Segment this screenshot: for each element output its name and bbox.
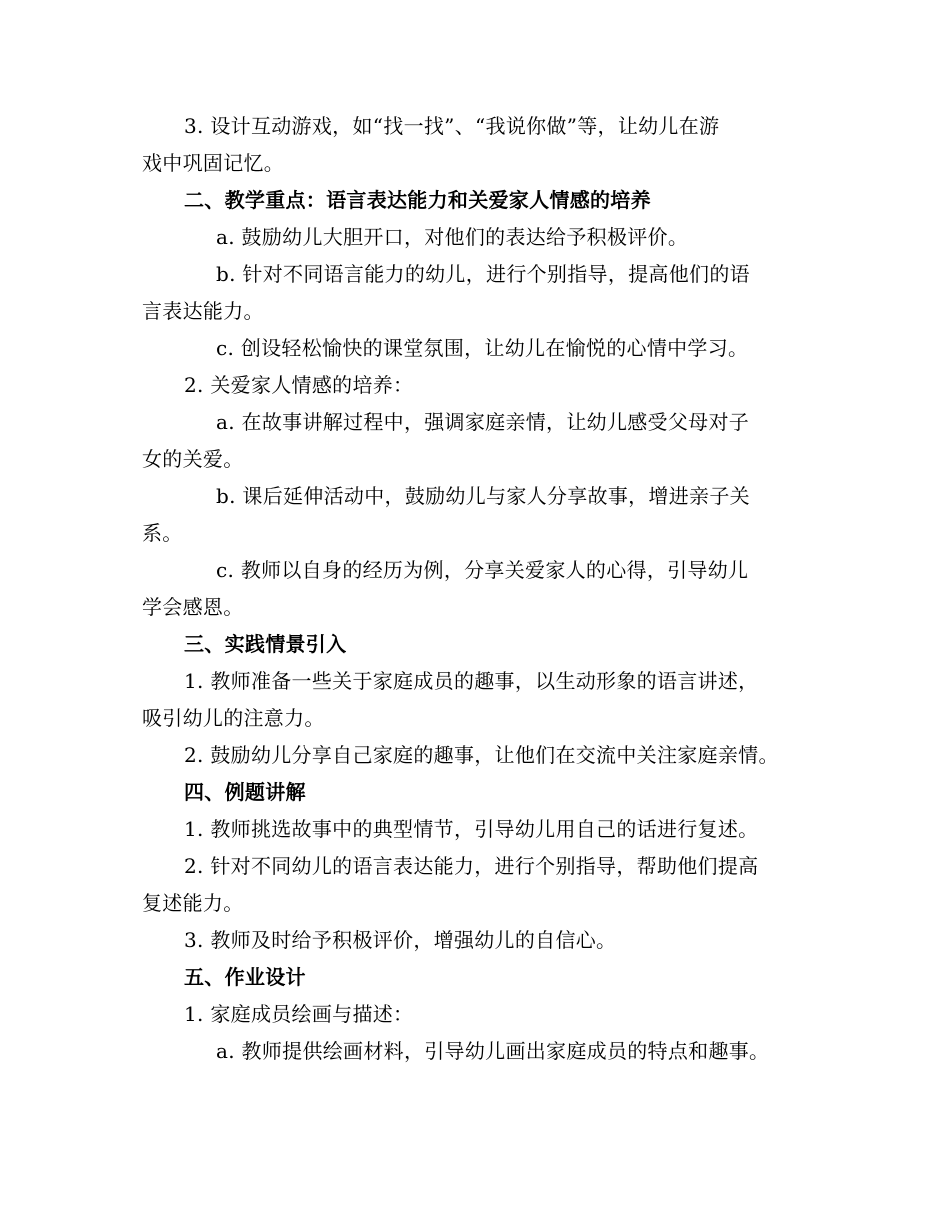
- paragraph-line: 戏中巩固记忆。: [142, 151, 285, 175]
- paragraph-line: 2. 关爱家人情感的培养：: [184, 373, 414, 397]
- section-heading: 三、实践情景引入: [184, 632, 347, 656]
- paragraph-line: 女的关爱。: [142, 447, 244, 471]
- paragraph-line: a. 鼓励幼儿大胆开口，对他们的表达给予积极评价。: [216, 225, 689, 249]
- paragraph-line: b. 针对不同语言能力的幼儿，进行个别指导，提高他们的语: [216, 262, 750, 286]
- paragraph-line: c. 教师以自身的经历为例，分享关爱家人的心得，引导幼儿: [216, 558, 749, 582]
- paragraph-line: a. 在故事讲解过程中，强调家庭亲情，让幼儿感受父母对子: [216, 410, 750, 434]
- paragraph-line: 言表达能力。: [142, 299, 264, 323]
- section-heading: 四、例题讲解: [184, 780, 306, 804]
- paragraph-line: 吸引幼儿的注意力。: [142, 706, 325, 730]
- paragraph-line: 学会感恩。: [142, 595, 244, 619]
- document-page: [142, 108, 822, 1070]
- paragraph-line: 复述能力。: [142, 891, 244, 915]
- paragraph-line: 2. 鼓励幼儿分享自己家庭的趣事，让他们在交流中关注家庭亲情。: [184, 743, 779, 767]
- section-heading: 五、作业设计: [184, 965, 306, 989]
- paragraph-line: 系。: [142, 521, 183, 545]
- paragraph-line: a. 教师提供绘画材料，引导幼儿画出家庭成员的特点和趣事。: [216, 1039, 770, 1063]
- paragraph-line: 2. 针对不同幼儿的语言表达能力，进行个别指导，帮助他们提高: [184, 854, 759, 878]
- paragraph-line: 1. 教师挑选故事中的典型情节，引导幼儿用自己的话进行复述。: [184, 817, 759, 841]
- section-heading: 二、教学重点：语言表达能力和关爱家人情感的培养: [184, 188, 651, 212]
- paragraph-line: 1. 家庭成员绘画与描述：: [184, 1002, 414, 1026]
- paragraph-line: b. 课后延伸活动中，鼓励幼儿与家人分享故事，增进亲子关: [216, 484, 750, 508]
- paragraph-line: c. 创设轻松愉快的课堂氛围，让幼儿在愉悦的心情中学习。: [216, 336, 749, 360]
- paragraph-line: 3. 教师及时给予积极评价，增强幼儿的自信心。: [184, 928, 617, 952]
- paragraph-line: 1. 教师准备一些关于家庭成员的趣事，以生动形象的语言讲述，: [184, 669, 759, 693]
- paragraph-line: 3. 设计互动游戏，如“找一找”、“我说你做”等，让幼儿在游: [184, 114, 720, 138]
